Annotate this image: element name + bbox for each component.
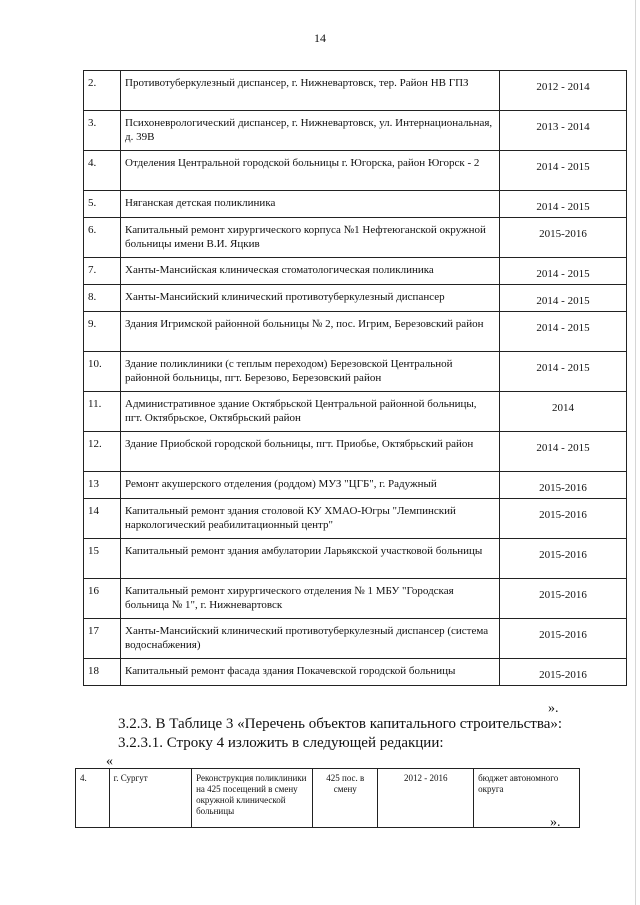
clause-3-2-3: 3.2.3. В Таблице 3 «Перечень объектов капитального строительства»: bbox=[118, 716, 563, 732]
opening-quote: « bbox=[106, 754, 113, 769]
table-row bbox=[84, 619, 627, 659]
row-object-name: Няганская детская поликлиника bbox=[121, 191, 500, 218]
row-number: 12. bbox=[84, 432, 121, 472]
row-number: 5. bbox=[84, 191, 121, 218]
row-number: 4. bbox=[84, 151, 121, 191]
row4-years: 2012 - 2016 bbox=[378, 769, 474, 828]
row-years: 2015-2016 bbox=[500, 659, 627, 686]
table-row bbox=[84, 151, 627, 191]
row-years: 2015-2016 bbox=[500, 218, 627, 258]
page-number: 14 bbox=[314, 31, 326, 45]
scan-edge-line bbox=[635, 0, 636, 905]
table-row bbox=[84, 191, 627, 218]
row-years: 2015-2016 bbox=[500, 472, 627, 499]
row-object-name: Капитальный ремонт здания амбулатории Ларьякской участковой больницы bbox=[121, 539, 500, 579]
row-object-name: Капитальный ремонт здания столовой КУ ХМАО-Югры "Лемпинский наркологический реабилитационный центр" bbox=[121, 499, 500, 539]
row-object-name: Капитальный ремонт фасада здания Покачевской городской больницы bbox=[121, 659, 500, 686]
row-object-name: Здание Приобской городской больницы, пгт. Приобье, Октябрьский район bbox=[121, 432, 500, 472]
row-object-name: Отделения Центральной городской больницы г. Югорска, район Югорск - 2 bbox=[121, 151, 500, 191]
row-years: 2014 - 2015 bbox=[500, 432, 627, 472]
table-row bbox=[84, 432, 627, 472]
row-years: 2014 - 2015 bbox=[500, 352, 627, 392]
row4-city: г. Сургут bbox=[109, 769, 191, 828]
row-object-name: Ханты-Мансийская клиническая стоматологическая поликлиника bbox=[121, 258, 500, 285]
row-number: 7. bbox=[84, 258, 121, 285]
row-years: 2015-2016 bbox=[500, 499, 627, 539]
row-number: 6. bbox=[84, 218, 121, 258]
row4-description: Реконструкция поликлиники на 425 посещений в смену окружной клинической больницы bbox=[192, 769, 313, 828]
row-number: 11. bbox=[84, 392, 121, 432]
row-years: 2014 - 2015 bbox=[500, 191, 627, 218]
table-row bbox=[84, 539, 627, 579]
row-object-name: Капитальный ремонт хирургического корпуса №1 Нефтеюганской окружной больницы имени В.И. Яцкив bbox=[121, 218, 500, 258]
row-number: 13 bbox=[84, 472, 121, 499]
table-row bbox=[84, 285, 627, 312]
row-object-name: Административное здание Октябрьской Центральной районной больницы, пгт. Октябрьское, Октябрьский район bbox=[121, 392, 500, 432]
row-number: 8. bbox=[84, 285, 121, 312]
row-number: 9. bbox=[84, 312, 121, 352]
row-years: 2012 - 2014 bbox=[500, 71, 627, 111]
table-row bbox=[84, 312, 627, 352]
row-years: 2014 - 2015 bbox=[500, 151, 627, 191]
row-object-name: Здания Игримской районной больницы № 2, пос. Игрим, Березовский район bbox=[121, 312, 500, 352]
row-years: 2014 - 2015 bbox=[500, 258, 627, 285]
row-number: 3. bbox=[84, 111, 121, 151]
row-number: 2. bbox=[84, 71, 121, 111]
row-number: 15 bbox=[84, 539, 121, 579]
row-number: 10. bbox=[84, 352, 121, 392]
table-row bbox=[84, 579, 627, 619]
row-object-name: Ремонт акушерского отделения (роддом) МУЗ "ЦГБ", г. Радужный bbox=[121, 472, 500, 499]
row-years: 2015-2016 bbox=[500, 619, 627, 659]
table-row bbox=[84, 352, 627, 392]
table-row bbox=[84, 111, 627, 151]
closing-quote: ». bbox=[550, 815, 561, 830]
row-object-name: Здание поликлиники (с теплым переходом) Березовской Центральной районной больницы, пгт. Березово, Березовский район bbox=[121, 352, 500, 392]
table-row bbox=[84, 71, 627, 111]
row-years: 2014 - 2015 bbox=[500, 312, 627, 352]
row-object-name: Ханты-Мансийский клинический противотуберкулезный диспансер bbox=[121, 285, 500, 312]
row-object-name: Капитальный ремонт хирургического отделения № 1 МБУ "Городская больница № 1", г. Нижневартовск bbox=[121, 579, 500, 619]
row-number: 18 bbox=[84, 659, 121, 686]
row-years: 2015-2016 bbox=[500, 539, 627, 579]
row4-table bbox=[75, 768, 580, 828]
table-row bbox=[84, 392, 627, 432]
table-row bbox=[76, 769, 580, 828]
clause-3-2-3-1: 3.2.3.1. Строку 4 изложить в следующей редакции: bbox=[118, 735, 444, 751]
table-row bbox=[84, 499, 627, 539]
table-row bbox=[84, 258, 627, 285]
row4-number: 4. bbox=[76, 769, 110, 828]
row-years: 2013 - 2014 bbox=[500, 111, 627, 151]
row-object-name: Противотуберкулезный диспансер, г. Нижневартовск, тер. Район НВ ГПЗ bbox=[121, 71, 500, 111]
objects-table bbox=[83, 70, 627, 686]
row-number: 14 bbox=[84, 499, 121, 539]
table-row bbox=[84, 659, 627, 686]
row-years: 2015-2016 bbox=[500, 579, 627, 619]
row-object-name: Ханты-Мансийский клинический противотуберкулезный диспансер (система водоснабжения) bbox=[121, 619, 500, 659]
table-row bbox=[84, 472, 627, 499]
row-object-name: Психоневрологический диспансер, г. Нижневартовск, ул. Интернациональная, д. 39В bbox=[121, 111, 500, 151]
closing-quote: ». bbox=[548, 701, 559, 716]
row4-capacity: 425 пос. в смену bbox=[313, 769, 378, 828]
row-years: 2014 bbox=[500, 392, 627, 432]
table-row bbox=[84, 218, 627, 258]
row-years: 2014 - 2015 bbox=[500, 285, 627, 312]
row4-funding: бюджет автономного округа bbox=[474, 769, 580, 828]
row-number: 17 bbox=[84, 619, 121, 659]
row-number: 16 bbox=[84, 579, 121, 619]
